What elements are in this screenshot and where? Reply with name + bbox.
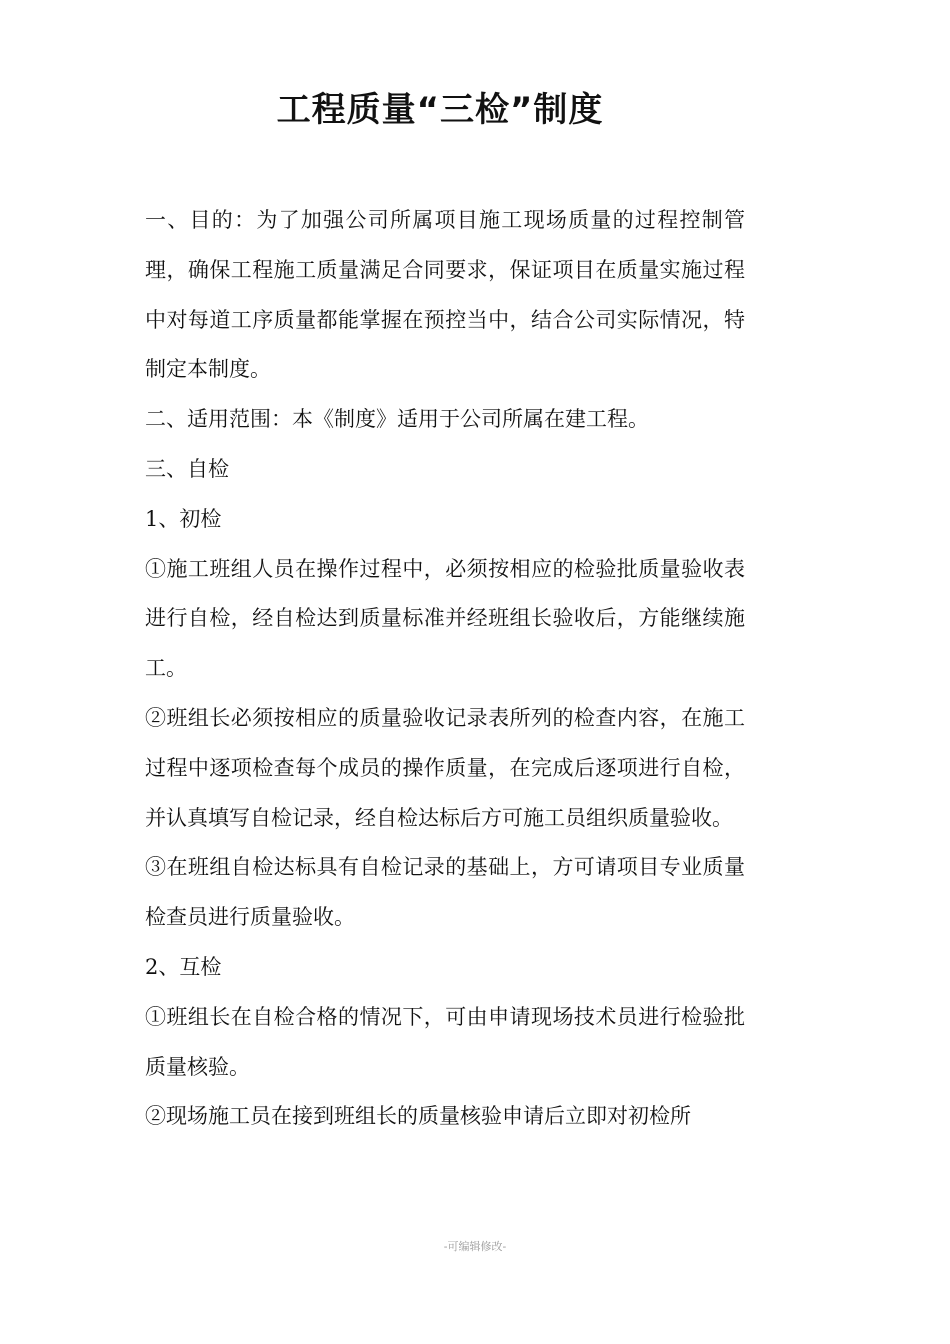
- document-body: [145, 196, 745, 1142]
- paragraph-mutual-check-1: ①班组长在自检合格的情况下，可由申请现场技术员进行检验批质量核验。: [145, 1004, 745, 1079]
- paragraph-purpose: 一、目的：为了加强公司所属项目施工现场质量的过程控制管理，确保工程施工质量满足合同要求，保证项目在质量实施过程中对每道工序质量都能掌握在预控当中，结合公司实际情况，特制定本制度。: [145, 208, 745, 382]
- page-footer: -可编辑修改-: [443, 1240, 507, 1253]
- section-heading-self-check: 三、自检: [145, 456, 229, 481]
- paragraph-initial-check-2: ②班组长必须按相应的质量验收记录表所列的检查内容，在施工过程中逐项检查每个成员的操作质量，在完成后逐项进行自检，并认真填写自检记录，经自检达标后方可施工员组织质量验收。: [145, 705, 745, 830]
- paragraph-mutual-check-2: ②现场施工员在接到班组长的质量核验申请后立即对初检所: [145, 1104, 691, 1129]
- paragraph-scope: 二、适用范围：本《制度》适用于公司所属在建工程。: [145, 407, 649, 432]
- paragraph-initial-check-1: ①施工班组人员在操作过程中，必须按相应的检验批质量验收表进行自检，经自检达到质量标准并经班组长验收后，方能继续施工。: [145, 556, 745, 681]
- paragraph-initial-check-3: ③在班组自检达标具有自检记录的基础上，方可请项目专业质量检查员进行质量验收。: [145, 855, 745, 930]
- subsection-heading-mutual-check: 2、互检: [145, 954, 222, 979]
- document-title: 工程质量“三检”制度: [276, 90, 604, 130]
- subsection-heading-initial-check: 1、初检: [145, 506, 222, 531]
